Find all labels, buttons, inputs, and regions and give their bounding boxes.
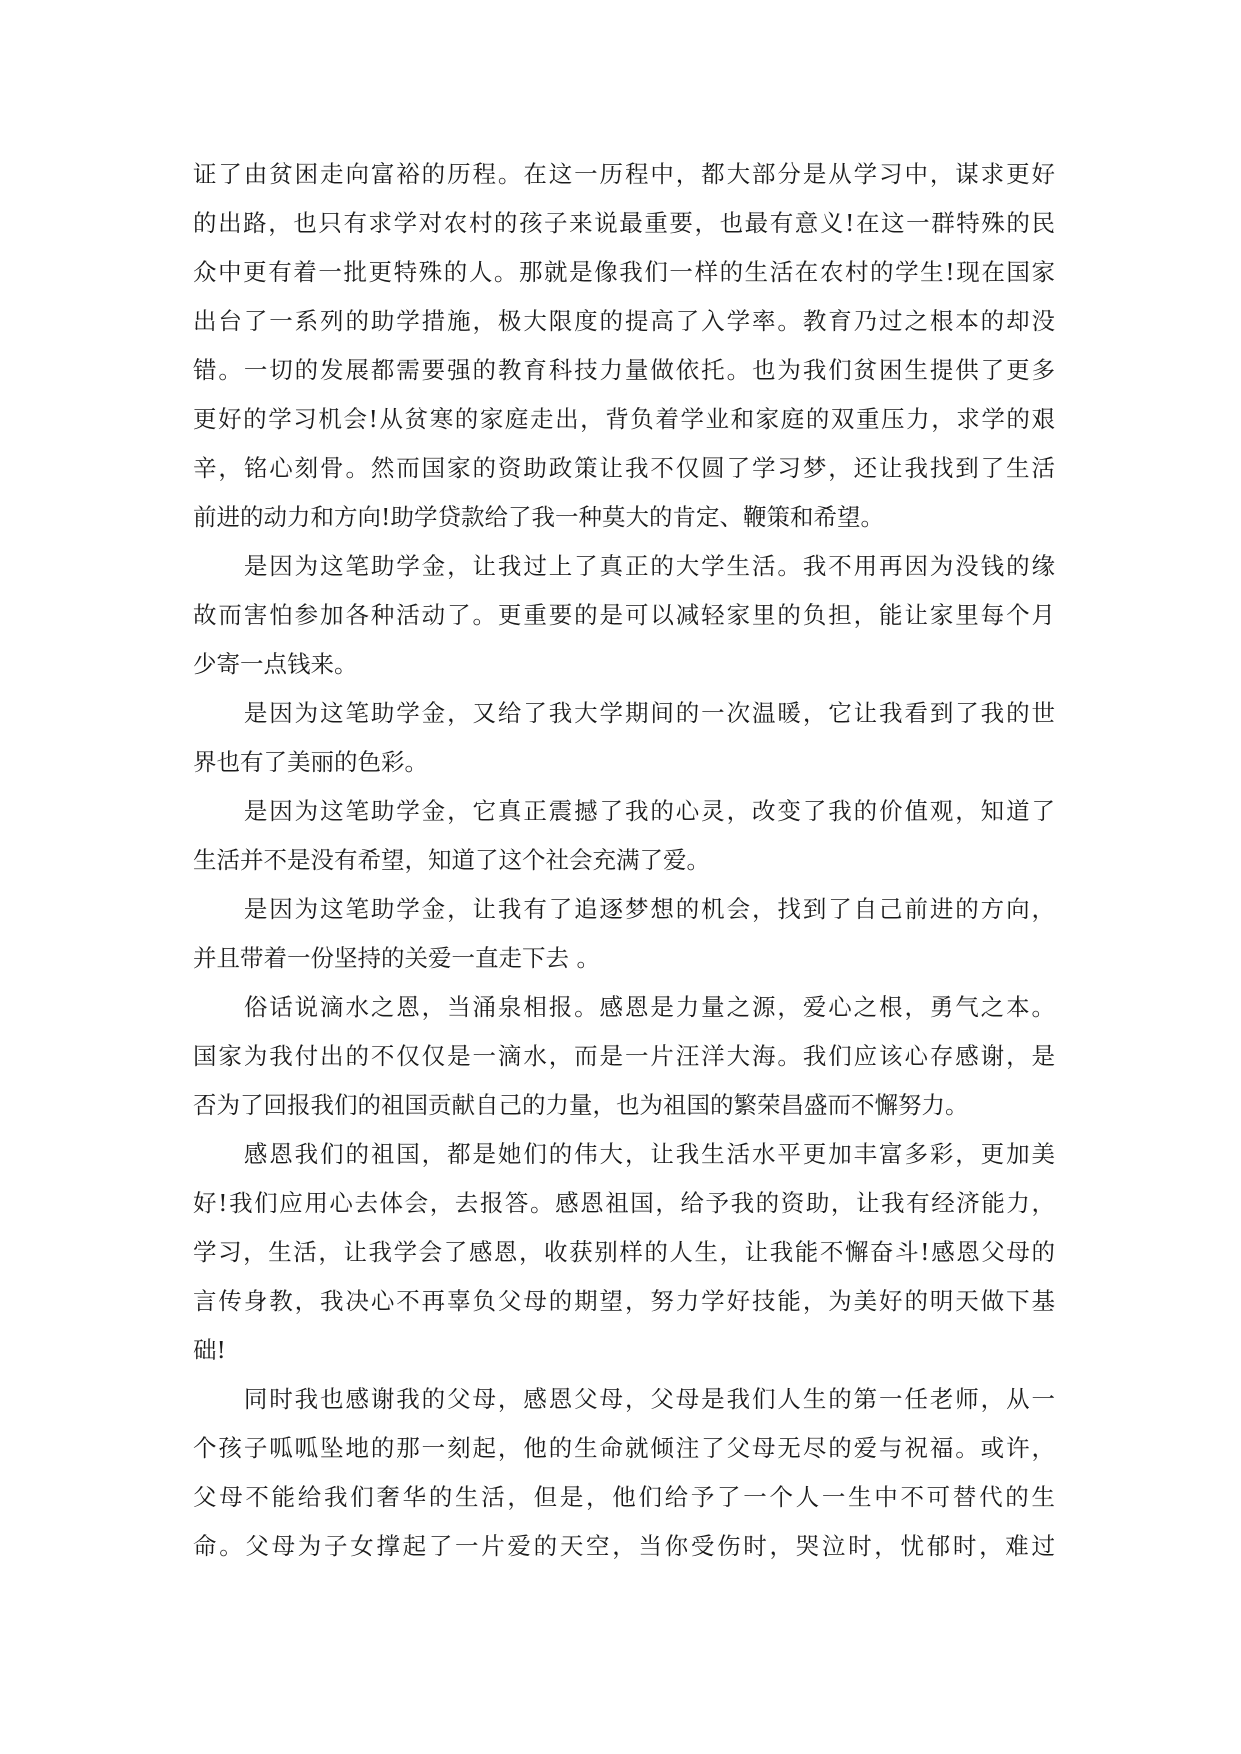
paragraph-1 (193, 150, 1055, 542)
text-line: 故而害怕参加各种活动了。更重要的是可以减轻家里的负担，能让家里每个月 (193, 601, 1055, 629)
text-line: 国家为我付出的不仅仅是一滴水，而是一片汪洋大海。我们应该心存感谢，是 (193, 1042, 1055, 1070)
paragraph-7 (193, 1130, 1055, 1375)
text-line: 证了由贫困走向富裕的历程。在这一历程中，都大部分是从学习中，谋求更好 (193, 160, 1055, 188)
text-line: 学习，生活，让我学会了感恩，收获别样的人生，让我能不懈奋斗!感恩父母的 (193, 1238, 1055, 1266)
text-line: 众中更有着一批更特殊的人。那就是像我们一样的生活在农村的学生!现在国家 (193, 258, 1055, 286)
text-line: 好!我们应用心去体会，去报答。感恩祖国，给予我的资助，让我有经济能力， (193, 1189, 1055, 1217)
paragraph-2 (193, 542, 1055, 689)
text-line: 命。父母为子女撑起了一片爱的天空，当你受伤时，哭泣时，忧郁时，难过 (193, 1532, 1055, 1560)
text-line: 言传身教，我决心不再辜负父母的期望，努力学好技能，为美好的明天做下基 (193, 1287, 1055, 1315)
text-line: 界也有了美丽的色彩。 (193, 748, 428, 776)
text-line: 更好的学习机会!从贫寒的家庭走出，背负着学业和家庭的双重压力，求学的艰 (193, 405, 1055, 433)
text-line: 同时我也感谢我的父母，感恩父母，父母是我们人生的第一任老师，从一 (193, 1385, 1055, 1413)
text-line: 是因为这笔助学金，它真正震撼了我的心灵，改变了我的价值观，知道了 (193, 797, 1055, 825)
text-line: 并且带着一份坚持的关爱一直走下去 。 (193, 944, 600, 972)
text-line: 的出路，也只有求学对农村的孩子来说最重要，也最有意义!在这一群特殊的民 (193, 209, 1055, 237)
paragraph-8 (193, 1375, 1055, 1571)
text-line: 是因为这笔助学金，让我过上了真正的大学生活。我不用再因为没钱的缘 (193, 552, 1055, 580)
paragraph-5 (193, 885, 1055, 983)
body-text (193, 150, 1055, 1571)
paragraph-6 (193, 983, 1055, 1130)
text-line: 俗话说滴水之恩，当涌泉相报。感恩是力量之源，爱心之根，勇气之本。 (193, 993, 1055, 1021)
text-line: 是因为这笔助学金，又给了我大学期间的一次温暖，它让我看到了我的世 (193, 699, 1055, 727)
text-line: 父母不能给我们奢华的生活，但是，他们给予了一个人一生中不可替代的生 (193, 1483, 1055, 1511)
text-line: 错。一切的发展都需要强的教育科技力量做依托。也为我们贫困生提供了更多 (193, 356, 1055, 384)
text-line: 是因为这笔助学金，让我有了追逐梦想的机会，找到了自己前进的方向， (193, 895, 1055, 923)
text-line: 前进的动力和方向!助学贷款给了我一种莫大的肯定、鞭策和希望。 (193, 503, 884, 531)
text-line: 个孩子呱呱坠地的那一刻起，他的生命就倾注了父母无尽的爱与祝福。或许， (193, 1434, 1055, 1462)
text-line: 辛，铭心刻骨。然而国家的资助政策让我不仅圆了学习梦，还让我找到了生活 (193, 454, 1055, 482)
paragraph-4 (193, 787, 1055, 885)
text-line: 础! (193, 1336, 226, 1364)
text-line: 出台了一系列的助学措施，极大限度的提高了入学率。教育乃过之根本的却没 (193, 307, 1055, 335)
text-line: 否为了回报我们的祖国贡献自己的力量，也为祖国的繁荣昌盛而不懈努力。 (193, 1091, 969, 1119)
text-line: 少寄一点钱来。 (193, 650, 358, 678)
text-line: 感恩我们的祖国，都是她们的伟大，让我生活水平更加丰富多彩，更加美 (193, 1140, 1055, 1168)
text-line: 生活并不是没有希望，知道了这个社会充满了爱。 (193, 846, 710, 874)
paragraph-3 (193, 689, 1055, 787)
